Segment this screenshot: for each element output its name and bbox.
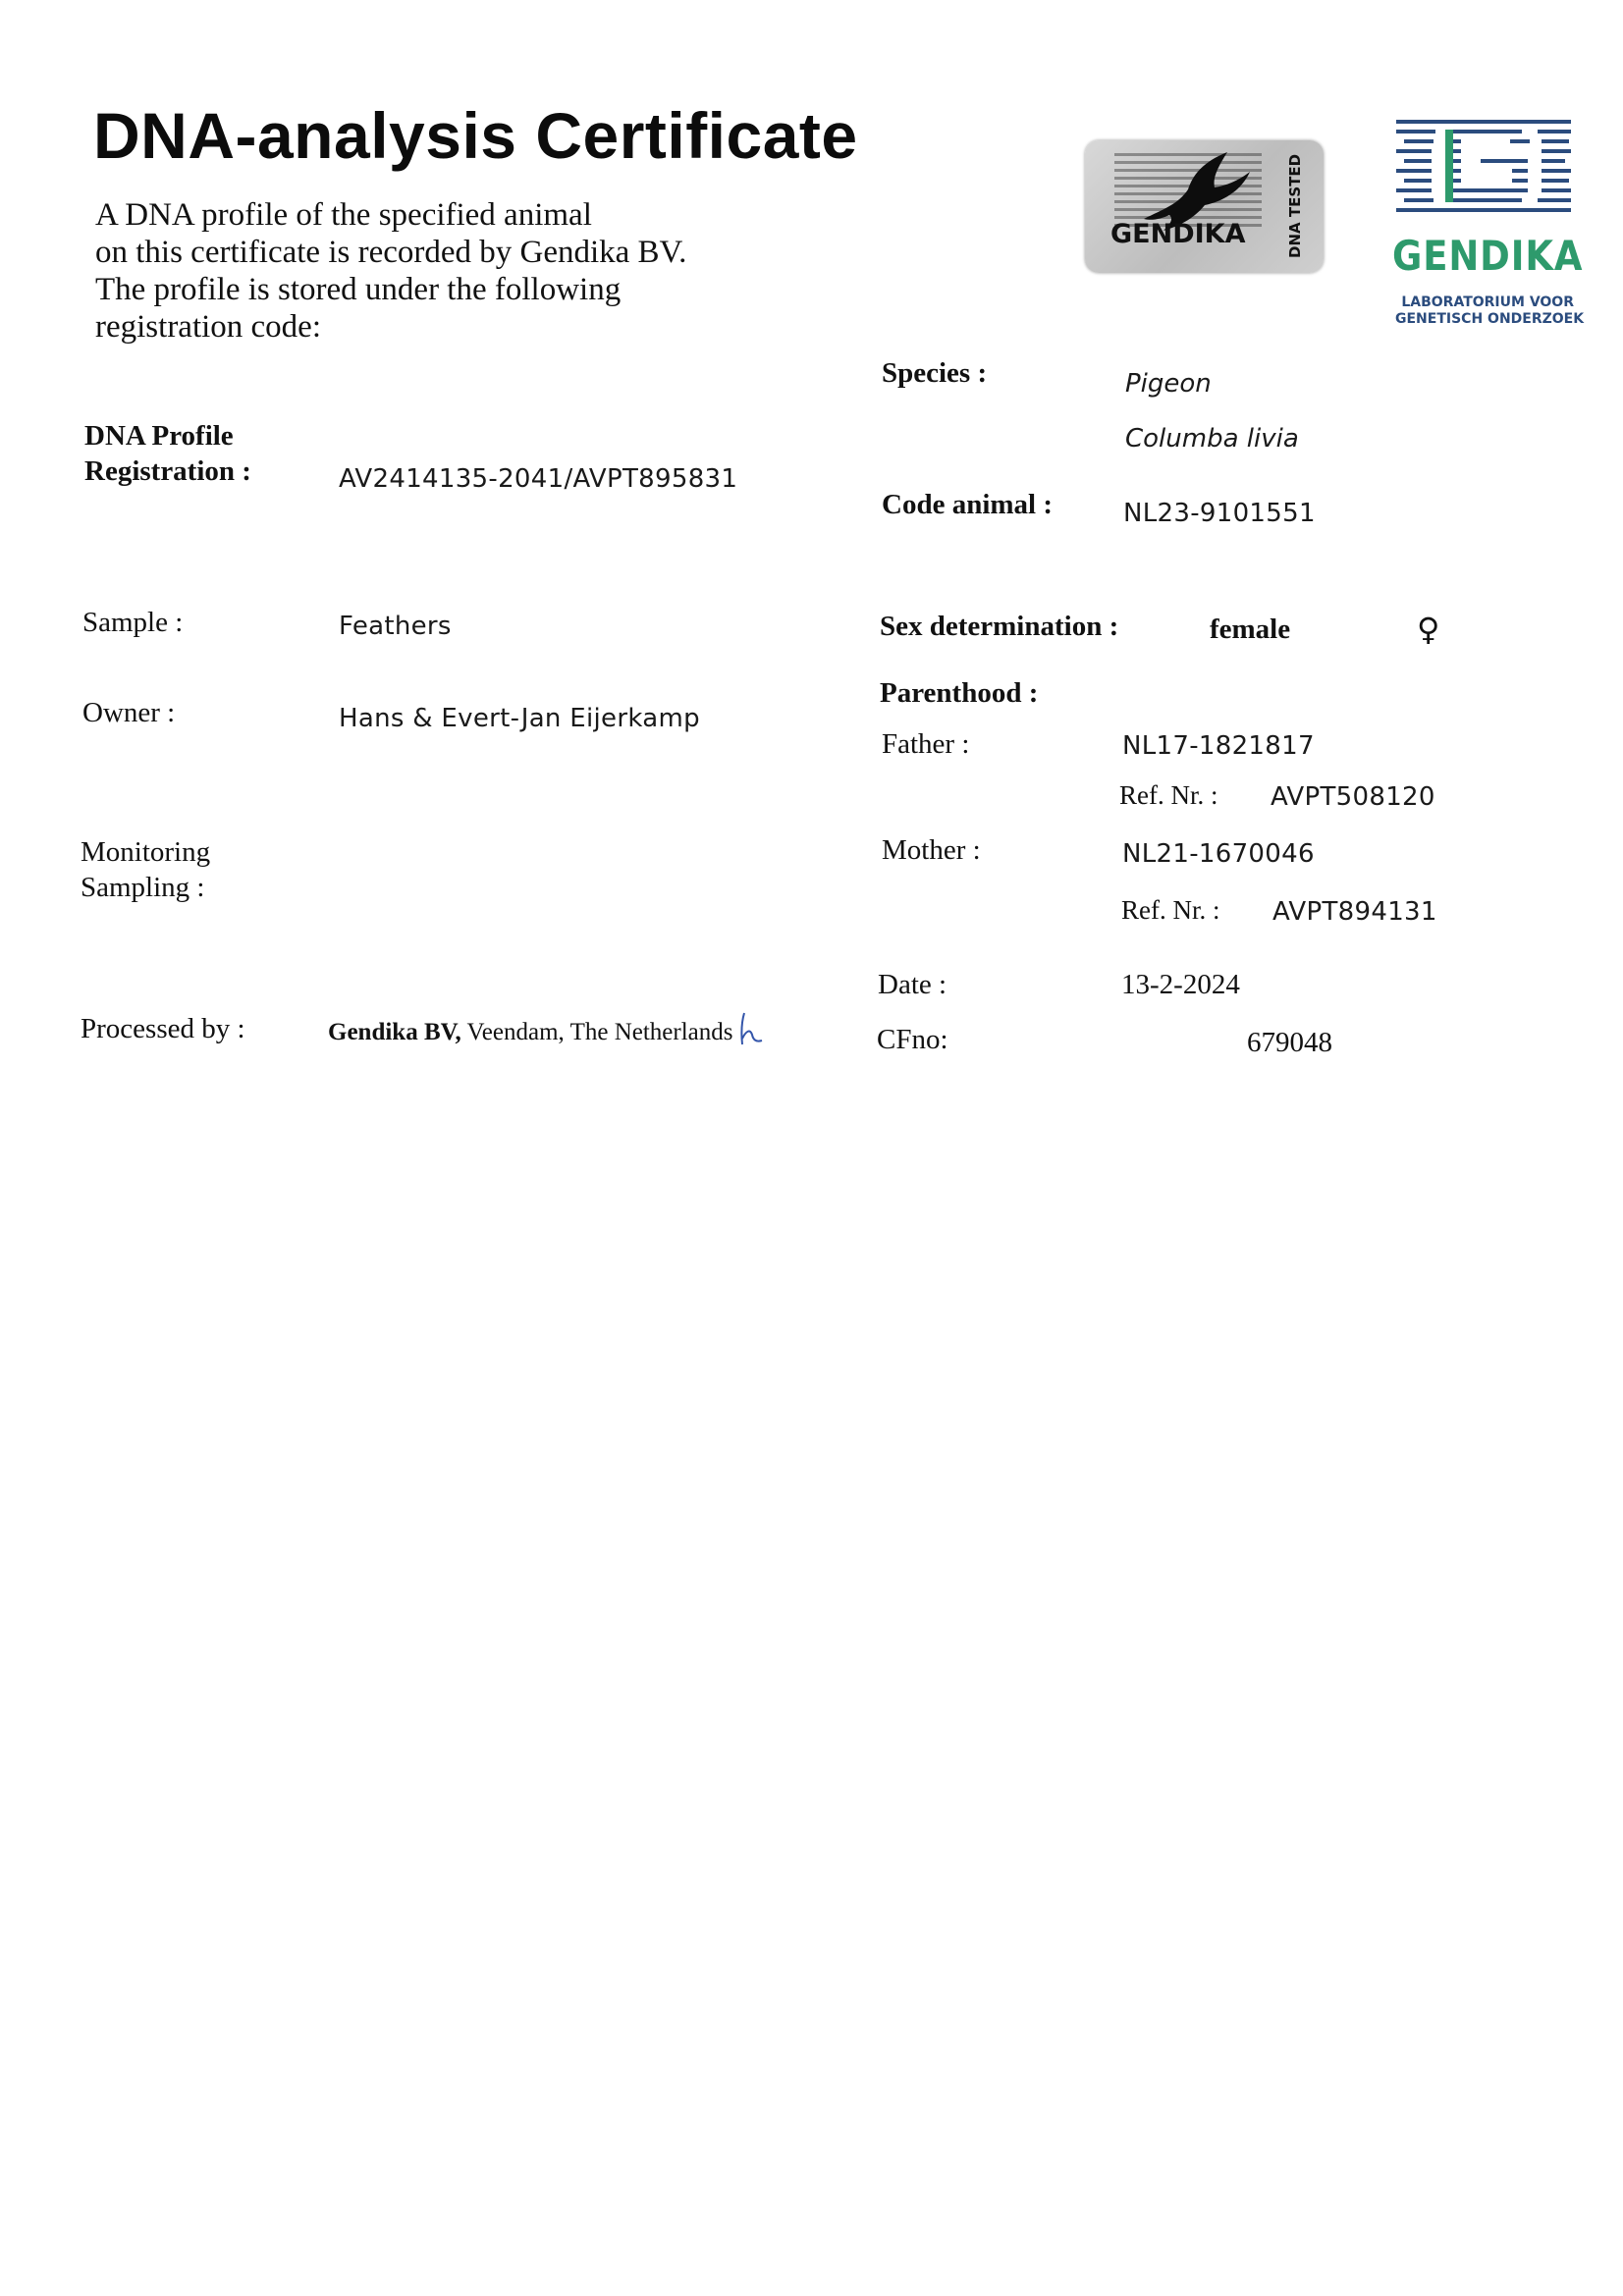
logo-subtitle-line: GENETISCH ONDERZOEK — [1395, 311, 1585, 327]
father-ref-value: AVPT508120 — [1271, 782, 1435, 812]
registration-label-line1: DNA Profile — [84, 420, 234, 452]
processed-by-value — [328, 1019, 733, 1046]
father-label: Father : — [882, 728, 970, 760]
handwritten-initial-mark — [738, 1009, 764, 1048]
gendika-logo-mark — [1394, 118, 1573, 221]
processed-by-company: Gendika BV, — [328, 1019, 461, 1045]
sample-label: Sample : — [82, 607, 184, 638]
species-latin-name: Columba livia — [1125, 424, 1299, 454]
date-label: Date : — [878, 969, 947, 1000]
father-ref-label: Ref. Nr. : — [1119, 780, 1218, 810]
dna-tested-seal — [1085, 140, 1324, 273]
registration-label-line2: Registration : — [84, 455, 251, 487]
code-animal-value: NL23-9101551 — [1123, 499, 1316, 528]
cfno-value: 679048 — [1247, 1027, 1332, 1058]
certificate-title: DNA-analysis Certificate — [93, 99, 858, 172]
father-value: NL17-1821817 — [1122, 731, 1315, 761]
intro-line: registration code: — [95, 309, 322, 345]
intro-line: The profile is stored under the following — [95, 272, 622, 307]
sex-value: female — [1210, 614, 1291, 645]
mother-ref-label: Ref. Nr. : — [1121, 895, 1220, 925]
owner-value: Hans & Evert-Jan Eijerkamp — [339, 704, 700, 733]
logo-subtitle-line: LABORATORIUM VOOR — [1401, 294, 1574, 310]
intro-text — [95, 196, 783, 346]
code-animal-label: Code animal : — [882, 489, 1053, 520]
female-symbol-icon: ♀ — [1417, 611, 1440, 648]
parenthood-label: Parenthood : — [880, 677, 1039, 709]
gendika-logo-text: GENDIKA — [1392, 232, 1584, 280]
mother-value: NL21-1670046 — [1122, 839, 1315, 869]
species-label: Species : — [882, 357, 988, 389]
sample-value: Feathers — [339, 612, 452, 641]
monitoring-label-line1: Monitoring — [81, 836, 211, 868]
intro-line: on this certificate is recorded by Gendika BV. — [95, 235, 687, 270]
sex-determination-label: Sex determination : — [880, 611, 1119, 642]
processed-by-location: Veendam, The Netherlands — [460, 1019, 733, 1045]
mother-label: Mother : — [882, 834, 981, 866]
monitoring-label-line2: Sampling : — [81, 872, 205, 903]
mother-ref-value: AVPT894131 — [1272, 897, 1437, 927]
seal-brand: GENDIKA — [1110, 219, 1246, 249]
species-common-name: Pigeon — [1125, 369, 1212, 399]
seal-side-text: DNA TESTED — [1286, 153, 1304, 258]
cfno-label: CFno: — [877, 1024, 948, 1055]
owner-label: Owner : — [82, 697, 176, 728]
registration-value: AV2414135-2041/AVPT895831 — [339, 464, 738, 494]
intro-line: A DNA profile of the specified animal — [95, 197, 592, 233]
date-value: 13-2-2024 — [1121, 969, 1240, 1000]
processed-by-label: Processed by : — [81, 1013, 245, 1044]
gendika-logo-subtitle — [1395, 294, 1585, 328]
